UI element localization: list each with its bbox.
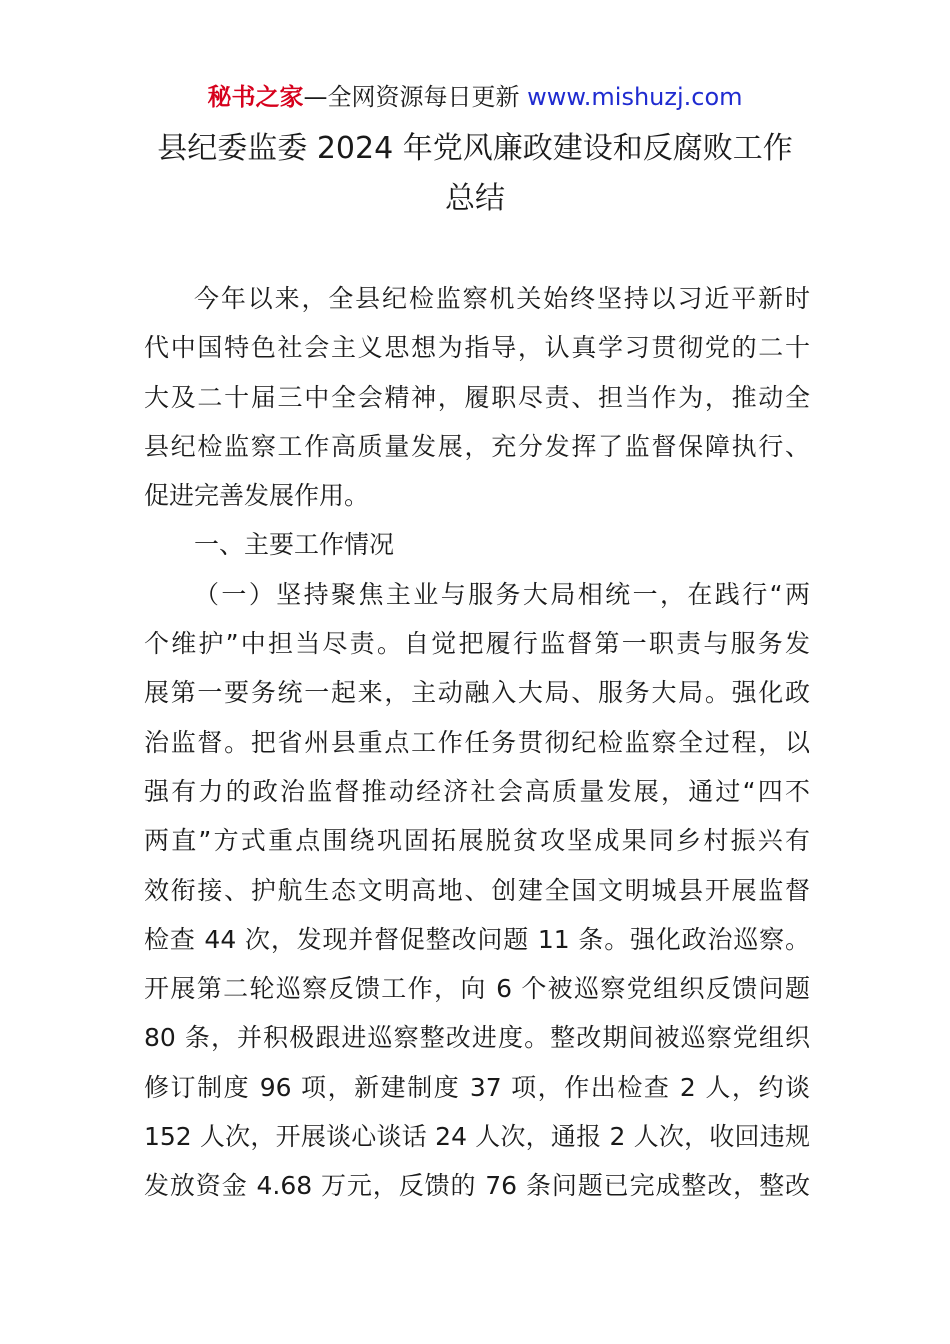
body-line: 代中国特色社会主义思想为指导，认真学习贯彻党的二十 (144, 333, 810, 363)
document-title (100, 124, 850, 224)
document-body (144, 274, 810, 1211)
body-line: 个维护”中担当尽责。自觉把履行监督第一职责与服务发 (144, 629, 810, 659)
watermark-header (0, 80, 950, 114)
body-line: 治监督。把省州县重点工作任务贯彻纪检监察全过程，以 (144, 727, 810, 757)
body-line: 开展第二轮巡察反馈工作，向 6 个被巡察党组织反馈问题 (144, 974, 810, 1004)
body-line: 促进完善发展作用。 (144, 481, 370, 511)
body-line: 今年以来，全县纪检监察机关始终坚持以习近平新时 (194, 284, 810, 313)
body-line: 展第一要务统一起来，主动融入大局、服务大局。强化政 (144, 678, 810, 708)
body-line: 县纪检监察工作高质量发展，充分发挥了监督保障执行、 (144, 431, 810, 461)
body-line: 发放资金 4.68 万元，反馈的 76 条问题已完成整改，整改 (144, 1171, 810, 1201)
header-tagline: —全网资源每日更新 (303, 83, 528, 111)
body-line: 两直”方式重点围绕巩固拓展脱贫攻坚成果同乡村振兴有 (144, 826, 810, 856)
body-line: 大及二十届三中全会精神，履职尽责、担当作为，推动全 (144, 382, 810, 412)
body-line: 强有力的政治监督推动经济社会高质量发展，通过“四不 (144, 776, 810, 806)
body-line: 修订制度 96 项，新建制度 37 项，作出检查 2 人，约谈 (144, 1072, 810, 1102)
body-line: 80 条，并积极跟进巡察整改进度。整改期间被巡察党组织 (144, 1023, 810, 1053)
title-line: 总结 (445, 181, 505, 216)
section-heading: 一、主要工作情况 (194, 530, 395, 560)
title-line: 县纪委监委 2024 年党风廉政建设和反腐败工作 (157, 131, 793, 166)
body-line: （一）坚持聚焦主业与服务大局相统一，在践行“两 (194, 579, 810, 609)
body-line: 效衔接、护航生态文明高地、创建全国文明城县开展监督 (144, 875, 810, 905)
brand-name: 秘书之家 (207, 83, 304, 111)
body-line: 检查 44 次，发现并督促整改问题 11 条。强化政治巡察。 (144, 924, 810, 954)
site-url[interactable]: www.mishuzj.com (527, 83, 743, 111)
body-line: 152 人次，开展谈心谈话 24 人次，通报 2 人次，收回违规 (144, 1122, 810, 1152)
